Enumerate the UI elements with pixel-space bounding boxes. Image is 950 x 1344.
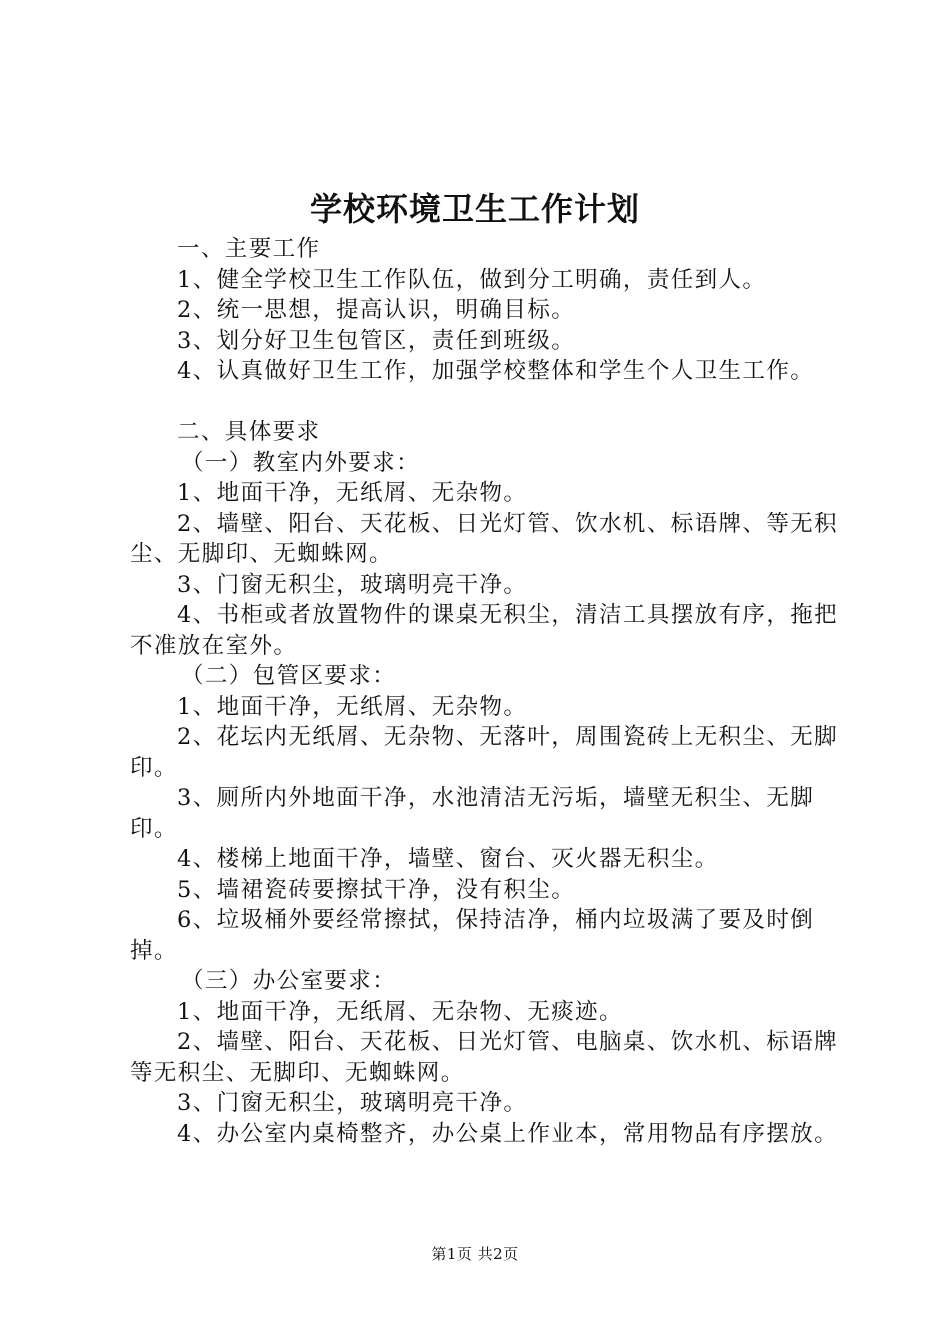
list-item: 6、垃圾桶外要经常擦拭，保持洁净，桶内垃圾满了要及时倒掉。 [130, 907, 815, 964]
document-body [130, 234, 850, 1149]
page-footer: 第1页 共2页 [431, 1245, 519, 1263]
list-item: 2、墙壁、阳台、天花板、日光灯管、饮水机、标语牌、等无积尘、无脚印、无蜘蛛网。 [130, 510, 839, 567]
section-heading: 一、主要工作 [177, 236, 321, 262]
list-item: 2、统一思想，提高认识，明确目标。 [177, 297, 576, 323]
list-item: 3、划分好卫生包管区，责任到班级。 [177, 327, 576, 354]
list-item: 1、地面干净，无纸屑、无杂物。 [177, 480, 528, 506]
list-item: 5、墙裙瓷砖要擦拭干净，没有积尘。 [177, 876, 576, 903]
subsection-heading: （二）包管区要求： [181, 663, 397, 689]
list-item: 4、书柜或者放置物件的课桌无积尘，清洁工具摆放有序，拖把不准放在室外。 [130, 602, 839, 659]
list-item: 2、墙壁、阳台、天花板、日光灯管、电脑桌、饮水机、标语牌等无积尘、无脚印、无蜘蛛网。 [130, 1029, 839, 1086]
document-title: 学校环境卫生工作计划 [309, 190, 640, 228]
list-item: 4、楼梯上地面干净，墙壁、窗台、灭火器无积尘。 [177, 846, 719, 872]
list-item: 4、认真做好卫生工作，加强学校整体和学生个人卫生工作。 [177, 358, 815, 384]
subsection-heading: （一）教室内外要求： [181, 449, 421, 476]
section-gap [130, 387, 850, 418]
list-item: 4、办公室内桌椅整齐，办公桌上作业本，常用物品有序摆放。 [177, 1120, 839, 1147]
list-item: 1、健全学校卫生工作队伍，做到分工明确，责任到人。 [177, 266, 767, 293]
list-item: 1、地面干净，无纸屑、无杂物。 [177, 693, 528, 720]
list-item: 3、厕所内外地面干净，水池清洁无污垢，墙壁无积尘、无脚印。 [130, 785, 815, 842]
list-item: 2、花坛内无纸屑、无杂物、无落叶，周围瓷砖上无积尘、无脚印。 [130, 724, 839, 781]
list-item: 3、门窗无积尘，玻璃明亮干净。 [177, 1090, 528, 1116]
list-item: 1、地面干净，无纸屑、无杂物、无痰迹。 [177, 998, 623, 1025]
subsection-heading: （三）办公室要求： [181, 968, 397, 994]
list-item: 3、门窗无积尘，玻璃明亮干净。 [177, 571, 528, 598]
section-heading: 二、具体要求 [177, 419, 321, 445]
